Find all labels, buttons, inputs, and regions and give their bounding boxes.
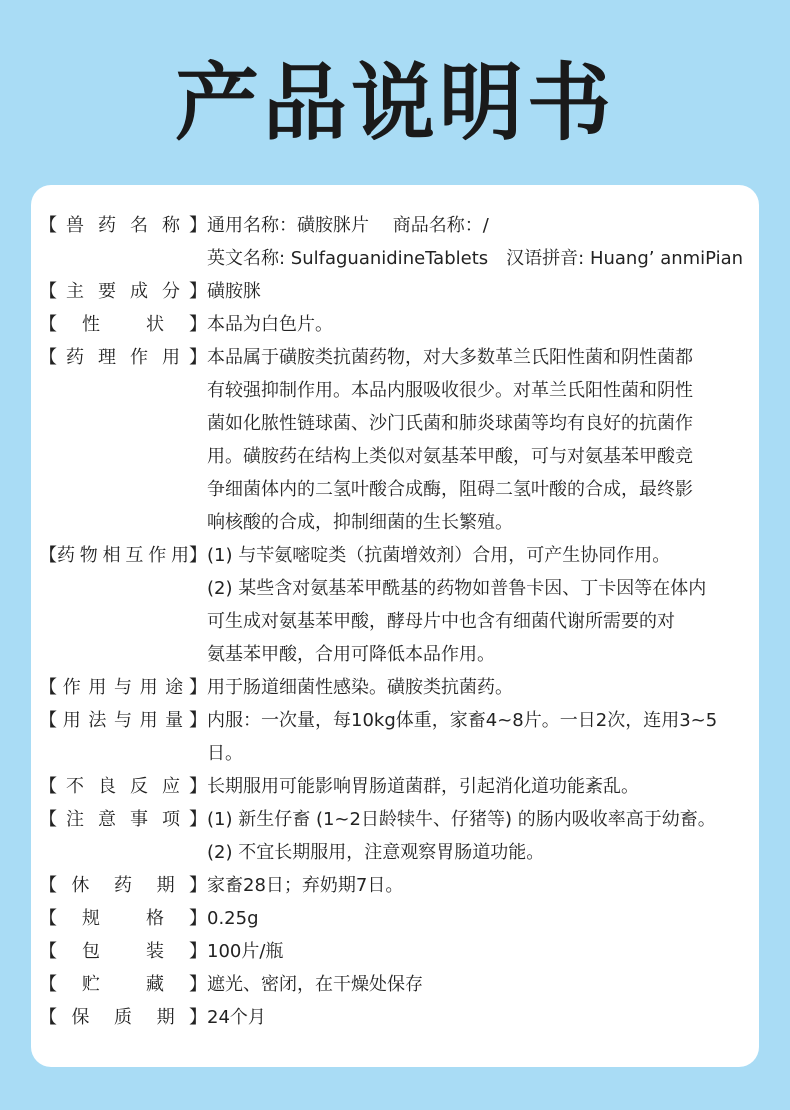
- spec-row: [39, 770, 751, 803]
- instruction-card: [31, 185, 759, 1067]
- bracket-close: 】: [189, 974, 207, 995]
- spec-value: [207, 209, 751, 275]
- spec-row: [39, 704, 751, 770]
- bracket-open: 【: [39, 776, 57, 797]
- spec-row: [39, 968, 751, 1001]
- bracket-close: 】: [189, 314, 207, 335]
- spec-label: [39, 968, 207, 1001]
- spec-row: [39, 209, 751, 275]
- spec-value-line: 本品为白色片。: [207, 314, 333, 335]
- spec-label-text: 作 用 与 用 途: [62, 677, 184, 698]
- bracket-open: 【: [39, 545, 57, 566]
- spec-label: [39, 308, 207, 341]
- bracket-close: 】: [189, 677, 207, 698]
- spec-label-text: 用 法 与 用 量: [62, 710, 184, 731]
- spec-label-text: 休 药 期: [71, 875, 175, 896]
- spec-value-line: (1) 新生仔畜 (1~2日龄犊牛、仔猪等) 的肠内吸收率高于幼畜。: [207, 809, 716, 830]
- spec-row: [39, 671, 751, 704]
- spec-label: [39, 671, 207, 704]
- spec-value-line: 遮光、密闭，在干燥处保存: [207, 974, 423, 995]
- spec-value-line: 内服：一次量，每10kg体重，家畜4~8片。一日2次，连用3~5: [207, 710, 718, 731]
- bracket-open: 【: [39, 347, 57, 368]
- spec-label: [39, 770, 207, 803]
- spec-label-text: 贮 藏: [82, 974, 164, 995]
- bracket-open: 【: [39, 710, 57, 731]
- spec-label: [39, 803, 207, 836]
- spec-value: [207, 770, 751, 803]
- instruction-rows: [39, 209, 751, 1034]
- bracket-close: 】: [189, 347, 207, 368]
- bracket-close: 】: [189, 941, 207, 962]
- spec-row: [39, 803, 751, 869]
- spec-value-line: (2) 某些含对氨基苯甲酰基的药物如普鲁卡因、丁卡因等在体内: [207, 578, 707, 599]
- spec-value-line: 长期服用可能影响胃肠道菌群，引起消化道功能紊乱。: [207, 776, 639, 797]
- bracket-close: 】: [189, 545, 207, 566]
- spec-value: [207, 275, 751, 308]
- bracket-open: 【: [39, 908, 57, 929]
- spec-value-line: 争细菌体内的二氢叶酸合成酶，阻碍二氢叶酸的合成，最终影: [207, 479, 693, 500]
- spec-label: [39, 704, 207, 737]
- spec-row: [39, 1001, 751, 1034]
- spec-value-line: 英文名称: SulfaguanidineTablets 汉语拼音: Huang’ anmiPian: [207, 248, 744, 269]
- spec-value-line: 100片/瓶: [207, 941, 284, 962]
- spec-label-text: 性 状: [82, 314, 164, 335]
- spec-row: [39, 308, 751, 341]
- spec-label-text: 保 质 期: [71, 1007, 175, 1028]
- spec-value-line: 用于肠道细菌性感染。磺胺类抗菌药。: [207, 677, 513, 698]
- bracket-close: 】: [189, 281, 207, 302]
- spec-label: [39, 1001, 207, 1034]
- spec-value-line: 通用名称：磺胺脒片 商品名称：/: [207, 215, 489, 236]
- spec-row: [39, 902, 751, 935]
- spec-value-line: 可生成对氨基苯甲酸，酵母片中也含有细菌代谢所需要的对: [207, 611, 675, 632]
- bracket-close: 】: [189, 710, 207, 731]
- page-title: 产品说明书: [174, 54, 615, 152]
- spec-value: [207, 803, 751, 869]
- spec-value-line: 本品属于磺胺类抗菌药物，对大多数革兰氏阳性菌和阴性菌都: [207, 347, 693, 368]
- spec-row: [39, 935, 751, 968]
- spec-label: [39, 902, 207, 935]
- spec-label: [39, 935, 207, 968]
- spec-label: [39, 209, 207, 242]
- bracket-open: 【: [39, 941, 57, 962]
- spec-value-line: 氨基苯甲酸，合用可降低本品作用。: [207, 644, 495, 665]
- spec-value-line: (1) 与苄氨嘧啶类（抗菌增效剂）合用，可产生协同作用。: [207, 545, 671, 566]
- spec-value-line: 有较强抑制作用。本品内服吸收很少。对革兰氏阳性菌和阴性: [207, 380, 693, 401]
- spec-value: [207, 902, 751, 935]
- spec-label-text: 注 意 事 项: [66, 809, 180, 830]
- spec-label-text: 不 良 反 应: [66, 776, 180, 797]
- spec-row: [39, 275, 751, 308]
- spec-value-line: 24个月: [207, 1007, 266, 1028]
- bracket-open: 【: [39, 974, 57, 995]
- spec-label: [39, 539, 207, 572]
- bracket-open: 【: [39, 281, 57, 302]
- spec-label: [39, 869, 207, 902]
- spec-value: [207, 968, 751, 1001]
- bracket-open: 【: [39, 677, 57, 698]
- spec-value: [207, 704, 751, 770]
- bracket-close: 】: [189, 215, 207, 236]
- spec-value-line: (2) 不宜长期服用，注意观察胃肠道功能。: [207, 842, 545, 863]
- bracket-open: 【: [39, 875, 57, 896]
- spec-value-line: 磺胺脒: [207, 281, 261, 302]
- spec-value: [207, 869, 751, 902]
- spec-label: [39, 341, 207, 374]
- spec-label-text: 包 装: [82, 941, 164, 962]
- bracket-close: 】: [189, 809, 207, 830]
- spec-value: [207, 935, 751, 968]
- spec-value-line: 菌如化脓性链球菌、沙门氏菌和肺炎球菌等均有良好的抗菌作: [207, 413, 693, 434]
- spec-value: [207, 341, 751, 539]
- bracket-open: 【: [39, 215, 57, 236]
- spec-value-line: 家畜28日；弃奶期7日。: [207, 875, 404, 896]
- spec-value-line: 响核酸的合成，抑制细菌的生长繁殖。: [207, 512, 513, 533]
- spec-value: [207, 1001, 751, 1034]
- spec-row: [39, 869, 751, 902]
- bracket-close: 】: [189, 1007, 207, 1028]
- bracket-open: 【: [39, 314, 57, 335]
- bracket-close: 】: [189, 776, 207, 797]
- spec-label: [39, 275, 207, 308]
- bracket-open: 【: [39, 809, 57, 830]
- spec-label-text: 规 格: [82, 908, 164, 929]
- spec-value: [207, 671, 751, 704]
- spec-label-text: 兽 药 名 称: [66, 215, 180, 236]
- spec-value-line: 日。: [207, 743, 243, 764]
- spec-label-text: 药 物 相 互 作 用: [57, 545, 189, 566]
- spec-value: [207, 539, 751, 671]
- spec-value-line: 用。磺胺药在结构上类似对氨基苯甲酸，可与对氨基苯甲酸竞: [207, 446, 693, 467]
- bracket-close: 】: [189, 875, 207, 896]
- bracket-close: 】: [189, 908, 207, 929]
- spec-label-text: 药 理 作 用: [66, 347, 180, 368]
- spec-row: [39, 341, 751, 539]
- spec-row: [39, 539, 751, 671]
- spec-value-line: 0.25g: [207, 908, 259, 929]
- bracket-open: 【: [39, 1007, 57, 1028]
- spec-value: [207, 308, 751, 341]
- spec-label-text: 主 要 成 分: [66, 281, 180, 302]
